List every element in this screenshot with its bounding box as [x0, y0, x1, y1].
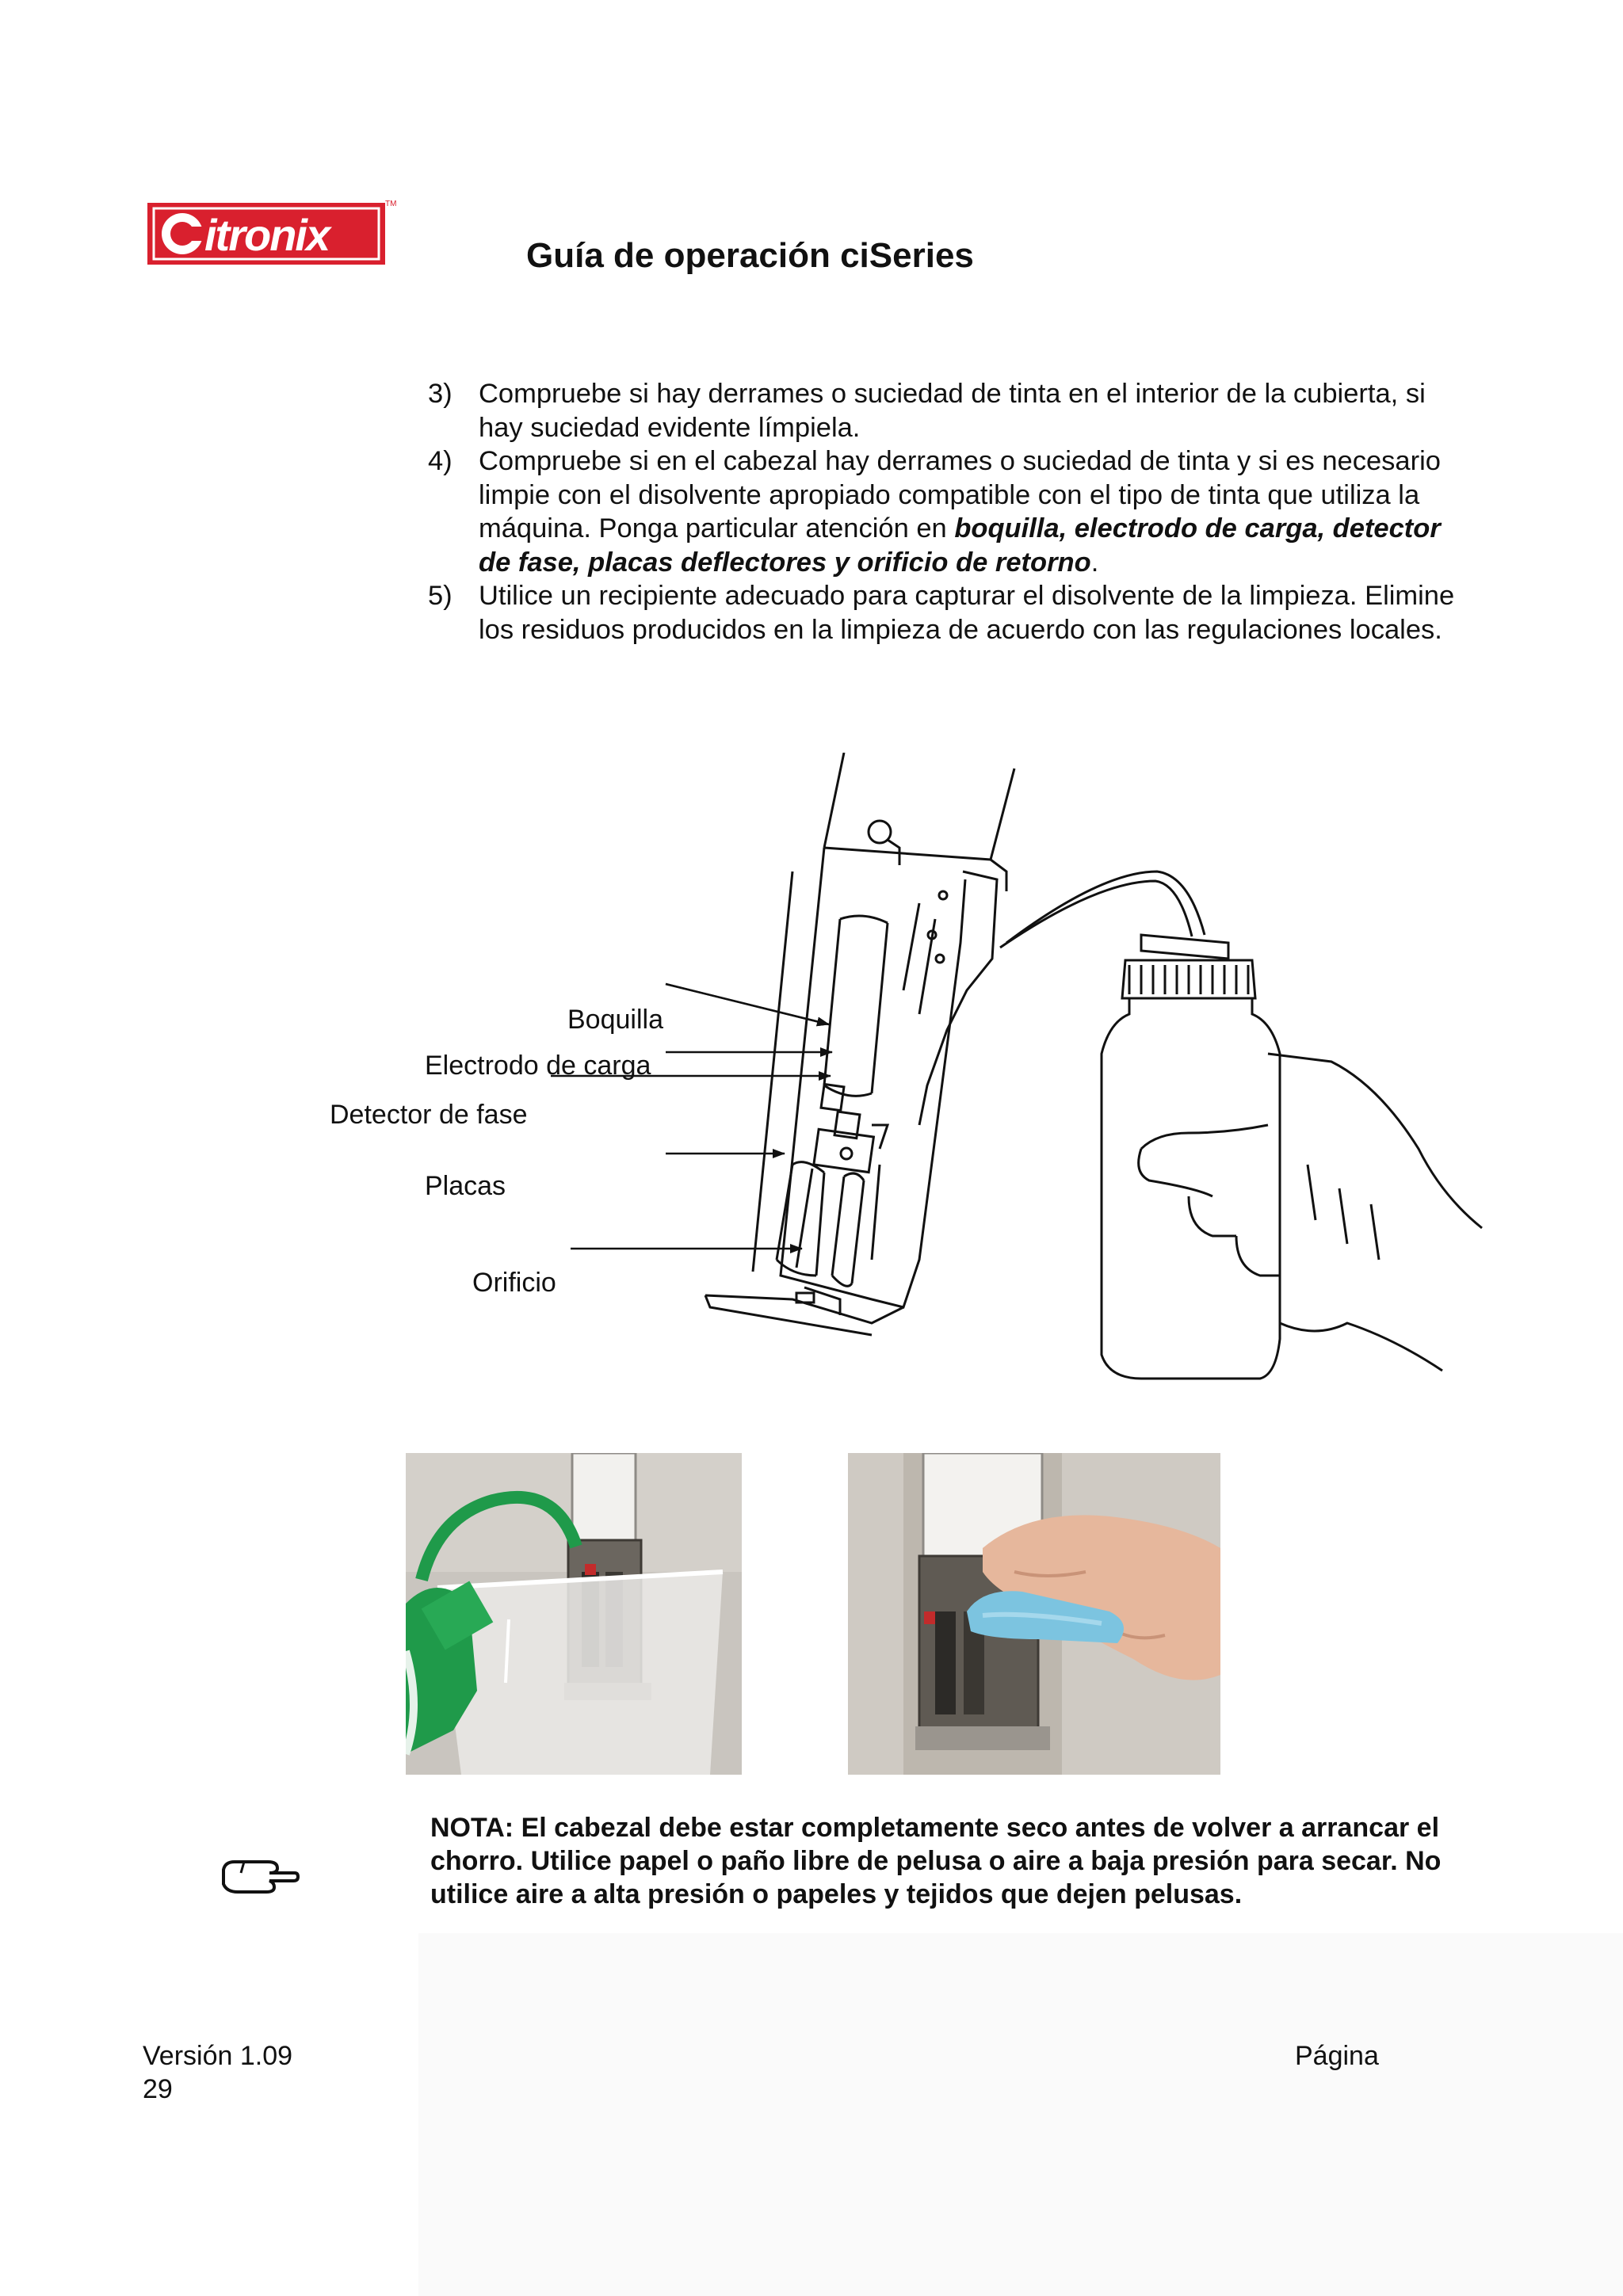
- step-text-emphasis: boquilla, electrodo de carga, detector de fase, placas deflectores y orificio de retorno: [479, 513, 1441, 578]
- cleaning-steps: [428, 377, 1474, 646]
- version-label: Versión 1.09: [143, 2041, 293, 2071]
- boquilla-arrow-line: [666, 984, 829, 1024]
- label-placas: Placas: [425, 1171, 506, 1201]
- step-text-plain: Compruebe si en el cabezal hay derrames o suciedad de tinta y si es necesario limpie con el disolvente apropiado compatible con el tipo de tinta que utiliza la máquina. Ponga particular atención en: [479, 446, 1441, 543]
- step-4: [428, 444, 1474, 579]
- label-electrodo: Electrodo de carga: [425, 1051, 651, 1081]
- note-text: NOTA: El cabezal debe estar completamente seco antes de volver a arrancar el chorro. Utilice papel o paño libre de pelusa o aire a baja presión para secar. No utilice aire a alta presión o papeles y tejidos que dejen pelusas.: [430, 1813, 1442, 1909]
- photo-rinsing-head: [406, 1453, 742, 1775]
- step-number: 3): [428, 379, 453, 409]
- step-text: Compruebe si hay derrames o suciedad de tinta en el interior de la cubierta, si hay suciedad evidente límpiela.: [479, 379, 1426, 443]
- step-text: [479, 444, 1474, 579]
- step-3: [428, 377, 1474, 444]
- label-orificio: Orificio: [472, 1268, 556, 1298]
- svg-text:TM: TM: [385, 200, 397, 208]
- step-text-end: .: [1090, 547, 1099, 578]
- step-text: Utilice un recipiente adecuado para capturar el disolvente de la limpieza. Elimine los residuos producidos en la limpieza de acuerdo con las regulaciones locales.: [479, 581, 1455, 645]
- document-title: Guía de operación ciSeries: [526, 236, 974, 275]
- page-label: Página: [1295, 2041, 1379, 2071]
- wash-bottle-illustration: [1000, 871, 1482, 1379]
- printhead-cleaning-diagram: [317, 753, 1506, 1402]
- pointing-hand-icon: [220, 1854, 300, 1901]
- step-number: 5): [428, 581, 453, 611]
- label-detector: Detector de fase: [330, 1100, 528, 1130]
- scan-shading: [418, 1933, 1623, 2296]
- footer-version: [143, 2039, 292, 2106]
- page-number: 29: [143, 2074, 173, 2104]
- step-number: 4): [428, 446, 453, 476]
- svg-text:itronix: itronix: [204, 210, 330, 260]
- step-5: [428, 579, 1474, 646]
- label-boquilla: Boquilla: [567, 1005, 663, 1035]
- photo-wiping-head: [848, 1453, 1220, 1775]
- citronix-logo: [146, 198, 399, 269]
